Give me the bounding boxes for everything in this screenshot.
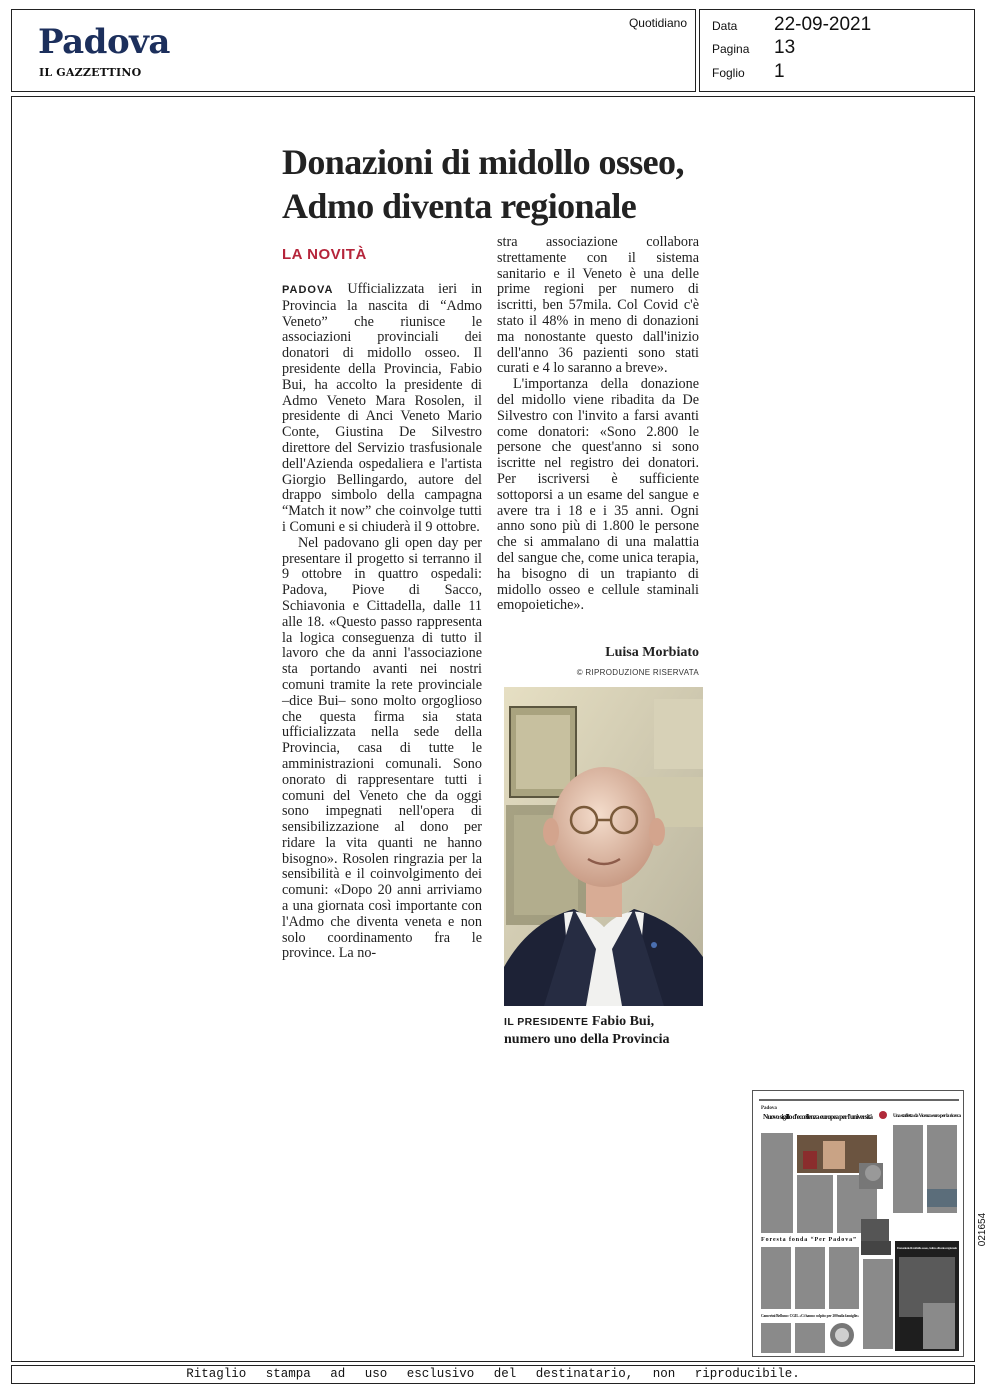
headline-line-2: Admo diventa regionale bbox=[282, 186, 637, 226]
article-column-2 bbox=[497, 235, 699, 614]
paragraph: L'importanza della donazione del midollo viene ribadita da De Silvestro con l'invito a farsi avanti come donatori: «Sono 2.800 le persone che quest'anno si sono iscritte nel registro dei donatori. Per iscriversi è sufficiente sottoporsi a un esame del sangue e avere tra i 18 e i 35 anni. Ogni anno sono più di 1.800 le persone che si ammalano di una malattia del sangue che, come unica terapia, ha bisogno di un trapianto di midollo osseo e cellule staminali emopoietiche». bbox=[497, 376, 699, 614]
caption-text: Fabio Bui, bbox=[591, 1014, 655, 1029]
paragraph-text: Ufficializzata ieri in Provincia la nascita di “Admo Veneto” che riunisce le associazioni provinciali dei donatori di midollo osseo. Il presidente della Provincia, Fabio Bui, ha accolto la presidente di Admo Veneto Mara Rosolen, il presidente di Anci Veneto Mario Conte, Giustina De Silvestro direttore del Servizio trasfusionale dell'Azienda ospedaliera e l'artista Giorgio Bellingardo, autore del drappo simbolo della campagna “Match it now” che coinvolge tutti i Comuni e si chiuderà il 9 ottobre. bbox=[282, 281, 483, 535]
newspaper-logo-subtitle: IL GAZZETTINO bbox=[39, 66, 142, 79]
meta-value: 1 bbox=[774, 61, 785, 82]
article-photo bbox=[504, 687, 703, 1006]
paragraph: stra associazione collabora strettamente con il sistema sanitario e il Veneto è una delle prime regioni per numero di iscritti, ben 57mila. Col Covid c'è stato il 48% in meno di donazioni ma nonostante questo dall'inizio dell'anno 36 pazienti sono stati curati e 4 lo saranno a breve». bbox=[497, 234, 699, 377]
thumb-headline-mid: Foresta fonda “Per Padova” bbox=[761, 1237, 856, 1243]
meta-label: Foglio bbox=[712, 66, 745, 80]
thumb-headline-side: Una staffetta da Vicenza euro per la ricerca bbox=[893, 1114, 961, 1119]
photo-caption bbox=[504, 1013, 714, 1048]
meta-box bbox=[699, 9, 975, 92]
meta-value: 22-09-2021 bbox=[774, 14, 872, 35]
byline: Luisa Morbiato bbox=[605, 645, 699, 660]
meta-label: Pagina bbox=[712, 42, 750, 56]
dateline: PADOVA bbox=[282, 284, 334, 296]
footer-notice: Ritaglio stampa ad uso esclusivo del destinatario, non riproducibile. bbox=[11, 1365, 975, 1384]
meta-label: Data bbox=[712, 19, 738, 33]
thumbnail-page-image bbox=[753, 1091, 964, 1357]
paragraph: Nel padovano gli open day per presentare il progetto si terranno il 9 ottobre in quattro ospedali: Padova, Piove di Sacco, Schiavonia e Cittadella, dalle 11 alle 18. «Questo passo rappresenta la logica conseguenza di tutto il lavoro che da anni l'associazione sta portando avanti nei nostri comuni tramite la rete provinciale –dice Bui– sono molto orgoglioso che questa firma sia stata ufficializzata nella sede della Provincia, casa di tutte le amministrazioni comunali. Sono onorato di rappresentare tutti i comuni del Veneto che da oggi sono impegnati nell'opera di sensibilizzazione al dono per ridare la vita quanti ne hanno bisogno». Rosolen ringrazia per la sensibilità e il coinvolgimento dei comuni: «Dopo 20 anni arriviamo a una giornata così importante con l'Admo che diventa veneta e non solo coordinamento fra le province. La no- bbox=[282, 534, 482, 962]
article-kicker: LA NOVITÀ bbox=[282, 246, 367, 263]
thumb-headline-dark: Donazioni di midollo osseo, Admo diventa regionale bbox=[897, 1246, 957, 1250]
masthead-box bbox=[11, 9, 696, 92]
newspaper-logo-title: Padova bbox=[38, 22, 170, 62]
caption-text: numero uno della Provincia bbox=[504, 1032, 670, 1047]
clipping-code bbox=[976, 1212, 992, 1252]
publication-type: Quotidiano bbox=[628, 16, 687, 30]
headline-line-1: Donazioni di midollo osseo, bbox=[282, 142, 684, 182]
paragraph bbox=[282, 282, 482, 536]
page-thumbnail bbox=[752, 1090, 964, 1357]
thumb-headline-low: Camerini/Belluno: CGIL «Ci hanno colpito per 200mila famiglie» bbox=[761, 1314, 859, 1318]
portrait-image bbox=[504, 687, 703, 1006]
copyright-notice: © RIPRODUZIONE RISERVATA bbox=[576, 668, 699, 677]
article-column-1 bbox=[282, 282, 482, 962]
article-headline bbox=[282, 140, 722, 228]
caption-label: IL PRESIDENTE bbox=[504, 1016, 589, 1028]
clipping-code-text: 021654 bbox=[977, 1212, 989, 1247]
thumb-headline-main: Nuovo sigillo d'eccellenza europea per l'università bbox=[763, 1113, 873, 1121]
svg-text:Padova: Padova bbox=[761, 1106, 777, 1111]
meta-value: 13 bbox=[774, 37, 796, 58]
